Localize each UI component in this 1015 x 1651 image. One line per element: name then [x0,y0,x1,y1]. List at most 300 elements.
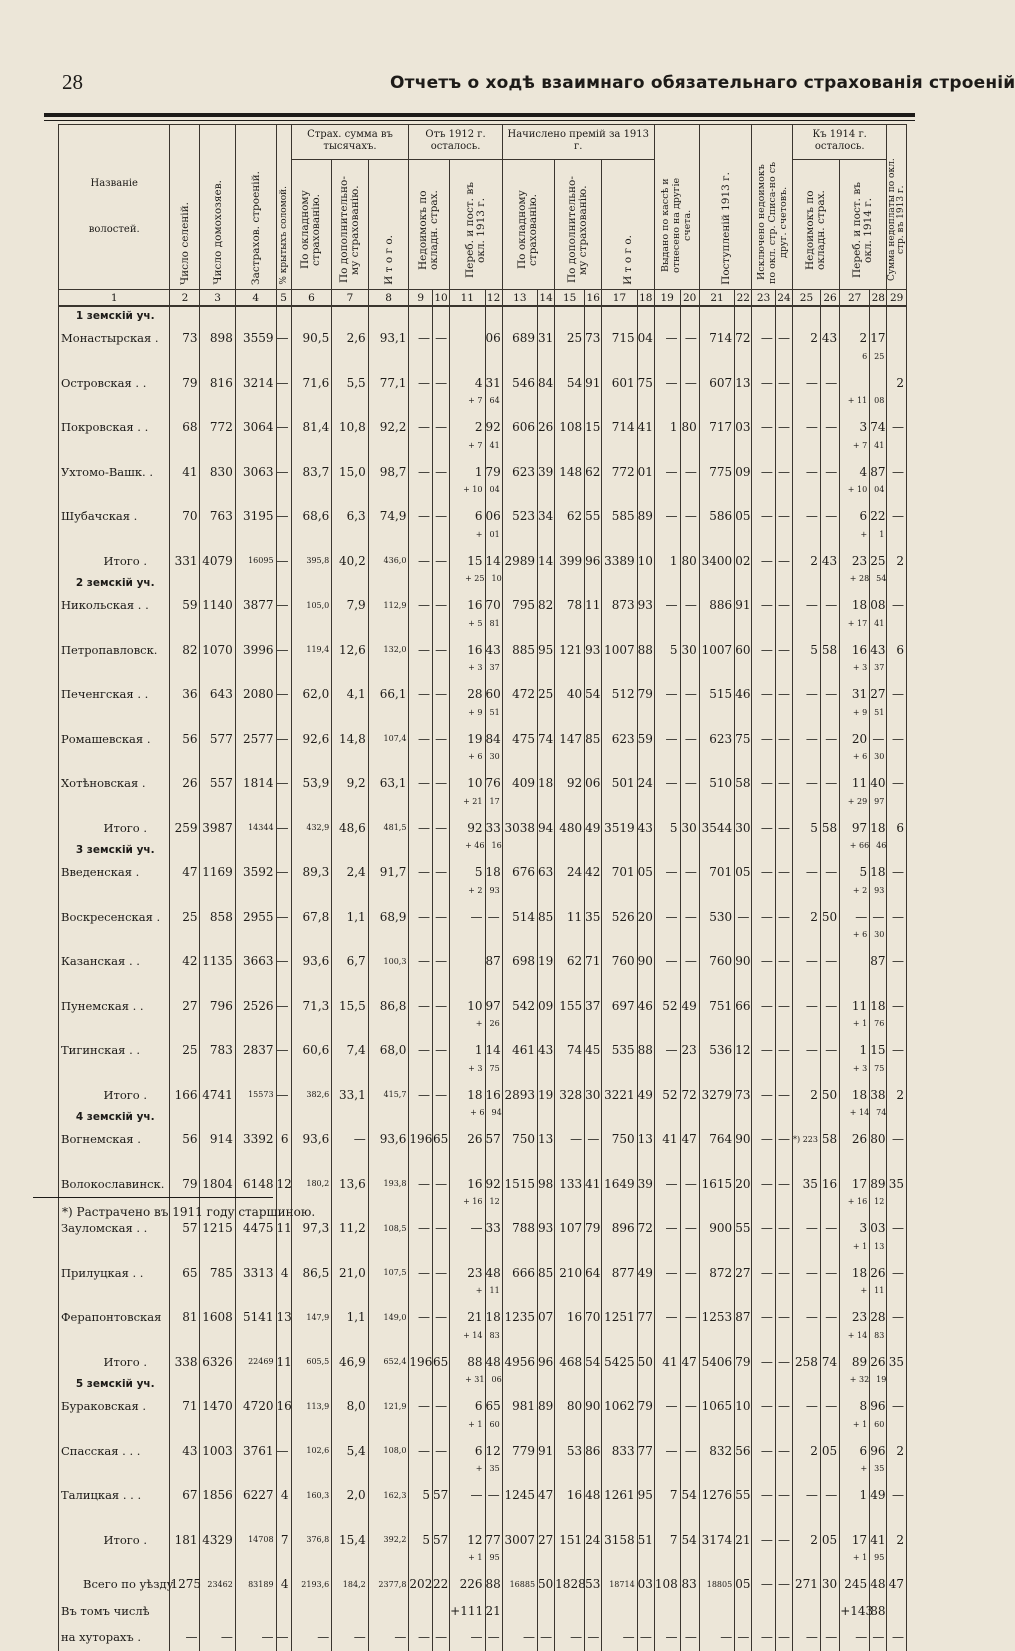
table-cell [585,841,602,859]
col-header-11: Переб. и пост. въ окл. 1913 г. [450,160,503,290]
table-cell: 830 [200,459,235,486]
table-cell: 62 [555,948,585,975]
table-cell [585,396,602,414]
table-cell [793,396,821,414]
table-cell: 37 [485,663,502,681]
table-row [59,1393,907,1420]
table-cell: — [433,815,450,842]
table-cell [200,1153,235,1171]
table-cell [735,1286,752,1304]
table-cell: — [775,1527,792,1554]
table-cell: 11,2 [332,1215,368,1242]
table-cell [200,352,235,370]
table-cell: — [654,1304,680,1331]
column-number: 18 [637,290,654,307]
col-header-13: По окладному страхованію. [502,160,555,290]
table-cell: — [276,993,291,1020]
adjustment-row [59,1509,907,1527]
total-row [59,1571,907,1598]
table-cell [235,396,276,414]
table-cell [485,1509,502,1527]
table-cell [555,1242,585,1260]
table-cell [291,1420,332,1438]
table-cell [680,886,699,904]
table-cell [291,663,332,681]
table-cell [200,1420,235,1438]
row-name: Петропавловск. [59,637,170,664]
table-cell [538,619,555,637]
table-cell: 96 [870,1393,887,1420]
table-cell [235,663,276,681]
table-cell [409,886,433,904]
table-cell: — [752,726,776,753]
table-cell [735,1108,752,1126]
table-cell: — [752,459,776,486]
table-cell [699,975,734,993]
table-cell: 5 [793,637,821,664]
table-cell: — [433,1037,450,1064]
table-cell: 113,9 [291,1393,332,1420]
table-cell: 82 [538,592,555,619]
table-cell: 71 [170,1393,200,1420]
group-header-1912: Отъ 1912 г. осталось. [409,125,502,160]
table-cell: — [680,1393,699,1420]
table-cell: — [752,1260,776,1287]
table-cell: 83 [870,1331,887,1349]
table-cell [637,1064,654,1082]
table-cell [820,975,839,993]
table-cell [752,1242,776,1260]
table-cell: — [887,503,907,530]
table-cell: 90 [585,1393,602,1420]
table-cell: 95 [870,1553,887,1571]
table-cell [793,1197,821,1215]
table-cell [200,619,235,637]
table-row [59,1304,907,1331]
table-cell: 6 [450,1393,485,1420]
row-name: Введенская . [59,859,170,886]
table-cell [775,886,792,904]
table-cell [170,663,200,681]
table-cell: — [368,1624,409,1651]
table-cell: — [276,1624,291,1651]
table-cell [200,708,235,726]
table-cell [735,1197,752,1215]
table-cell: 4475 [235,1215,276,1242]
table-cell: 89 [637,503,654,530]
table-cell: 65 [485,1393,502,1420]
row-name: Волокославинск. [59,1171,170,1198]
table-cell: — [752,1349,776,1376]
table-cell: 91 [585,370,602,397]
table-cell: — [775,592,792,619]
table-cell: 54 [680,1527,699,1554]
table-cell [775,797,792,815]
table-cell: 3313 [235,1260,276,1287]
table-cell [332,1019,368,1037]
table-cell: — [820,1482,839,1509]
row-name: Тигинская . . [59,1037,170,1064]
row-name: Вогнемская . [59,1126,170,1153]
table-cell [276,841,291,859]
table-cell [637,352,654,370]
table-cell [887,1197,907,1215]
table-cell: 05 [735,503,752,530]
table-cell [170,841,200,859]
table-cell [276,1420,291,1438]
table-cell: 714 [602,414,637,441]
table-cell: 697 [602,993,637,1020]
table-cell [602,1064,637,1082]
table-cell: 06 [585,770,602,797]
table-cell: 5 [840,859,870,886]
table-cell [752,1598,776,1625]
table-cell: 1135 [200,948,235,975]
table-cell [235,574,276,592]
table-cell: 04 [637,325,654,352]
table-cell: 2 [887,370,907,397]
table-cell: — [752,548,776,575]
name-header-line-1: Названіе [90,178,138,189]
table-cell [820,1108,839,1126]
table-cell [870,1153,887,1171]
table-cell [699,619,734,637]
table-cell [538,975,555,993]
table-cell: 666 [502,1260,537,1287]
table-cell [235,1509,276,1527]
table-cell: 28 [870,1304,887,1331]
table-cell: 53 [555,1438,585,1465]
total-row [59,1527,907,1554]
table-cell: 1251 [602,1304,637,1331]
col-header-27: Переб. и пост. въ окл. 1914 г. [840,160,887,290]
table-cell [276,352,291,370]
table-cell: + 1 [840,1420,870,1438]
table-cell: + 14 [840,1108,870,1126]
table-cell: 02 [735,548,752,575]
table-cell [235,1375,276,1393]
table-cell: + 6 [840,930,870,948]
table-cell [654,619,680,637]
table-cell: 102,6 [291,1438,332,1465]
table-cell [752,1553,776,1571]
table-cell: 760 [699,948,734,975]
table-cell: — [276,325,291,352]
table-cell: 27 [538,1527,555,1554]
table-cell: 4079 [200,548,235,575]
table-cell: — [752,859,776,886]
table-cell [735,485,752,503]
table-cell: — [820,370,839,397]
table-cell [637,1553,654,1571]
table-cell: 24 [555,859,585,886]
table-cell: 3158 [602,1527,637,1554]
table-cell: 5 [409,1527,433,1554]
table-cell: 62 [555,503,585,530]
table-cell: — [820,592,839,619]
table-cell [368,752,409,770]
table-cell [368,1598,409,1625]
table-cell: 557 [200,770,235,797]
table-cell [735,1598,752,1625]
table-cell [775,1197,792,1215]
table-cell [59,708,170,726]
table-cell: — [654,726,680,753]
table-cell: 5406 [699,1349,734,1376]
table-cell [775,1064,792,1082]
table-cell: — [820,681,839,708]
table-cell [637,574,654,592]
table-cell: 27 [735,1260,752,1287]
table-cell: 23 [840,1304,870,1331]
table-cell: 18 [450,1082,485,1109]
table-cell: 3221 [602,1082,637,1109]
table-cell: 91 [538,1438,555,1465]
table-cell: 05 [735,1571,752,1598]
table-cell: 763 [200,503,235,530]
table-cell: — [585,1126,602,1153]
table-cell [502,663,537,681]
table-cell: — [433,726,450,753]
table-cell: 772 [200,414,235,441]
table-cell [502,619,537,637]
table-cell [502,441,537,459]
table-cell: — [887,414,907,441]
table-cell: 526 [602,904,637,931]
table-cell: 832 [699,1438,734,1465]
table-cell: 77 [637,1304,654,1331]
table-cell [699,930,734,948]
column-number: 2 [170,290,200,307]
table-cell: 47 [538,1482,555,1509]
table-cell [775,1286,792,1304]
table-cell: 74 [555,1037,585,1064]
table-cell: 50 [637,1349,654,1376]
table-cell: 92 [450,815,485,842]
table-cell [680,1153,699,1171]
table-cell: — [680,859,699,886]
table-cell [637,1286,654,1304]
table-cell: + 1 [840,1242,870,1260]
table-cell [775,619,792,637]
table-cell [59,1331,170,1349]
table-cell [887,1153,907,1171]
table-cell [170,930,200,948]
table-cell [409,663,433,681]
table-cell: 16 [450,1171,485,1198]
table-cell: 701 [699,859,734,886]
table-cell [538,1375,555,1393]
table-cell [538,1197,555,1215]
table-cell: 530 [699,904,734,931]
table-cell: 91,7 [368,859,409,886]
col-header-3: Число домохозяев. [200,125,235,290]
table-cell [332,663,368,681]
table-cell [752,574,776,592]
table-cell: 271 [793,1571,821,1598]
table-cell [502,1242,537,1260]
table-cell [555,485,585,503]
table-cell [538,530,555,548]
table-cell: 79 [485,459,502,486]
table-cell [291,1553,332,1571]
table-cell [887,797,907,815]
table-cell [887,352,907,370]
table-cell: 87 [735,1304,752,1331]
table-cell [276,530,291,548]
adjustment-row [59,1553,907,1571]
table-cell: 1856 [200,1482,235,1509]
table-cell [291,752,332,770]
table-cell: 5,4 [332,1438,368,1465]
table-cell [409,752,433,770]
table-cell [793,1553,821,1571]
table-cell [793,441,821,459]
table-cell [502,352,537,370]
table-cell: 11 [840,770,870,797]
table-cell: — [752,1082,776,1109]
table-cell: 47 [680,1349,699,1376]
table-cell: 25 [170,904,200,931]
table-cell: 108,5 [368,1215,409,1242]
table-cell [602,306,637,325]
table-cell [775,1509,792,1527]
table-cell [793,1598,821,1625]
table-cell: 2 [793,1527,821,1554]
table-cell [637,396,654,414]
column-number: 19 [654,290,680,307]
table-cell: — [887,904,907,931]
table-cell: 196 [409,1349,433,1376]
table-cell: 3544 [699,815,734,842]
table-cell: 83,7 [291,459,332,486]
table-cell: 623 [602,726,637,753]
col-header-6: По окладному страхованію. [291,160,332,290]
row-name: Итого . [59,1349,170,1376]
table-cell [585,1064,602,1082]
table-cell [170,1375,200,1393]
table-cell [59,886,170,904]
table-cell: 6 [887,815,907,842]
table-cell: 3007 [502,1527,537,1554]
table-cell: 3996 [235,637,276,664]
table-cell [235,797,276,815]
table-cell [409,306,433,325]
table-cell: 4720 [235,1393,276,1420]
table-cell [235,1420,276,1438]
table-cell: 3392 [235,1126,276,1153]
table-cell: 1140 [200,592,235,619]
table-cell [368,708,409,726]
table-cell: 409 [502,770,537,797]
table-body [59,306,907,1651]
table-cell [332,752,368,770]
table-cell: 31 [485,370,502,397]
table-cell [793,841,821,859]
table-cell [502,797,537,815]
table-cell: 2,4 [332,859,368,886]
row-name: Никольская . . [59,592,170,619]
table-cell: — [555,1126,585,1153]
table-cell [735,1064,752,1082]
table-cell: 2837 [235,1037,276,1064]
table-cell: 480 [555,815,585,842]
table-cell: — [276,770,291,797]
table-cell: 89 [840,1349,870,1376]
table-cell: — [433,548,450,575]
table-cell: 78 [555,592,585,619]
column-number: 27 [840,290,870,307]
table-cell [585,1375,602,1393]
name-header-line-2: волостей. [88,224,140,235]
table-cell: + 1 [450,1553,485,1571]
table-cell [59,1286,170,1304]
table-cell [409,1331,433,1349]
table-cell [276,1464,291,1482]
table-cell [775,1375,792,1393]
table-cell: 81 [170,1304,200,1331]
table-cell [793,1108,821,1126]
table-cell [887,1019,907,1037]
table-cell [870,306,887,325]
table-cell: — [775,948,792,975]
row-name: Бураковская . [59,1393,170,1420]
row-name: Въ томъ числѣ [59,1598,170,1625]
table-cell: — [680,592,699,619]
table-cell [775,975,792,993]
table-cell: — [680,1215,699,1242]
table-cell [585,930,602,948]
table-cell: 55 [735,1215,752,1242]
table-cell [332,1598,368,1625]
table-cell [602,1464,637,1482]
table-cell: — [409,592,433,619]
row-name: Итого . [59,1082,170,1109]
table-cell: 1470 [200,1393,235,1420]
table-cell: 2193,6 [291,1571,332,1598]
table-cell [752,1153,776,1171]
table-cell [699,1108,734,1126]
table-cell: 11 [870,1286,887,1304]
table-cell: 3663 [235,948,276,975]
table-cell: — [887,592,907,619]
table-cell: 3400 [699,548,734,575]
table-cell: 15 [870,1037,887,1064]
table-cell: — [775,459,792,486]
table-cell: + 5 [450,619,485,637]
table-cell: 4 [276,1260,291,1287]
table-cell: 121 [555,637,585,664]
table-cell [502,708,537,726]
table-cell [602,352,637,370]
table-cell [538,352,555,370]
table-cell [538,708,555,726]
table-cell: 119,4 [291,637,332,664]
table-cell: 546 [502,370,537,397]
table-cell [735,396,752,414]
table-cell [368,1197,409,1215]
table-cell: — [602,1624,637,1651]
adjustment-row [59,352,907,370]
table-cell [820,1286,839,1304]
table-cell [433,1064,450,1082]
table-cell: 607 [699,370,734,397]
table-cell: — [332,1126,368,1153]
table-cell: + 1 [840,1019,870,1037]
table-cell [170,1420,200,1438]
table-cell [368,574,409,592]
table-row [59,503,907,530]
